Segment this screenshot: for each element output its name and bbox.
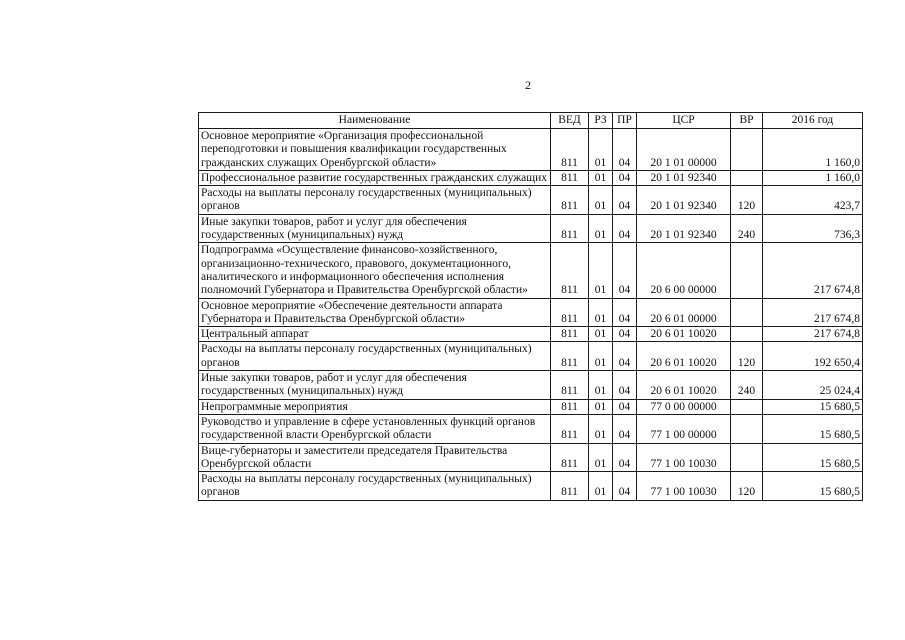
header-vr: ВР [731,113,763,129]
header-amount: 2016 год [763,113,863,129]
row-rz: 01 [589,342,613,371]
row-amount: 15 680,5 [763,414,863,443]
row-ved: 811 [551,472,589,501]
row-pr: 04 [613,342,637,371]
row-rz: 01 [589,371,613,400]
row-pr: 04 [613,414,637,443]
row-amount: 1 160,0 [763,170,863,185]
row-name: Расходы на выплаты персоналу государственных (муниципальных) органов [199,342,551,371]
row-amount: 736,3 [763,214,863,243]
row-name: Расходы на выплаты персоналу государственных (муниципальных) органов [199,186,551,215]
row-ved: 811 [551,186,589,215]
row-pr: 04 [613,443,637,472]
row-pr: 04 [613,327,637,342]
table-row [199,170,863,185]
row-pr: 04 [613,186,637,215]
table-row [199,327,863,342]
row-ved: 811 [551,170,589,185]
row-pr: 04 [613,129,637,171]
row-amount: 192 650,4 [763,342,863,371]
row-vr: 120 [731,472,763,501]
row-amount: 15 680,5 [763,399,863,414]
row-rz: 01 [589,327,613,342]
header-ved: ВЕД [551,113,589,129]
row-vr [731,129,763,171]
row-pr: 04 [613,371,637,400]
row-amount: 1 160,0 [763,129,863,171]
row-rz: 01 [589,170,613,185]
table-row [199,342,863,371]
row-vr [731,170,763,185]
row-vr [731,399,763,414]
row-ved: 811 [551,243,589,298]
header-csr: ЦСР [637,113,731,129]
row-amount: 217 674,8 [763,327,863,342]
row-rz: 01 [589,243,613,298]
table-row [199,298,863,327]
row-name: Вице-губернаторы и заместители председателя Правительства Оренбургской области [199,443,551,472]
table-row [199,129,863,171]
row-pr: 04 [613,298,637,327]
row-vr [731,414,763,443]
row-ved: 811 [551,129,589,171]
row-ved: 811 [551,327,589,342]
table-row [199,472,863,501]
row-ved: 811 [551,371,589,400]
row-ved: 811 [551,298,589,327]
table-row [199,214,863,243]
table-header-row [199,113,863,129]
row-csr: 20 1 01 92340 [637,214,731,243]
row-csr: 20 6 01 10020 [637,327,731,342]
row-amount: 423,7 [763,186,863,215]
header-pr: ПР [613,113,637,129]
row-csr: 20 1 01 92340 [637,186,731,215]
row-vr: 120 [731,342,763,371]
header-rz: РЗ [589,113,613,129]
table-row [199,443,863,472]
row-name: Иные закупки товаров, работ и услуг для обеспечения государственных (муниципальных) нужд [199,214,551,243]
row-vr [731,298,763,327]
row-vr [731,243,763,298]
table-body [199,129,863,501]
row-rz: 01 [589,186,613,215]
row-amount: 217 674,8 [763,298,863,327]
row-rz: 01 [589,414,613,443]
row-name: Иные закупки товаров, работ и услуг для обеспечения государственных (муниципальных) нужд [199,371,551,400]
row-ved: 811 [551,399,589,414]
row-vr [731,443,763,472]
row-csr: 77 0 00 00000 [637,399,731,414]
row-pr: 04 [613,214,637,243]
row-amount: 15 680,5 [763,472,863,501]
row-pr: 04 [613,399,637,414]
row-csr: 77 1 00 00000 [637,414,731,443]
row-ved: 811 [551,214,589,243]
row-rz: 01 [589,472,613,501]
row-pr: 04 [613,472,637,501]
table-row [199,414,863,443]
header-name: Наименование [199,113,551,129]
row-name: Центральный аппарат [199,327,551,342]
row-csr: 20 6 01 10020 [637,342,731,371]
row-pr: 04 [613,243,637,298]
row-csr: 20 6 01 00000 [637,298,731,327]
row-name: Руководство и управление в сфере установленных функций органов государственной власти Оренбургской области [199,414,551,443]
row-name: Основное мероприятие «Организация профессиональной переподготовки и повышения квалификации государственных гражданских служащих Оренбургской области» [199,129,551,171]
row-csr: 20 6 01 10020 [637,371,731,400]
page-number: 2 [525,78,531,92]
row-vr [731,327,763,342]
row-csr: 20 6 00 00000 [637,243,731,298]
row-rz: 01 [589,399,613,414]
row-name: Непрограммные мероприятия [199,399,551,414]
row-ved: 811 [551,414,589,443]
table-row [199,399,863,414]
row-name: Профессиональное развитие государственных гражданских служащих [199,170,551,185]
row-ved: 811 [551,342,589,371]
row-csr: 20 1 01 92340 [637,170,731,185]
budget-table [198,112,863,501]
row-amount: 15 680,5 [763,443,863,472]
row-vr: 120 [731,186,763,215]
row-name: Основное мероприятие «Обеспечение деятельности аппарата Губернатора и Правительства Оренбургской области» [199,298,551,327]
row-ved: 811 [551,443,589,472]
row-amount: 217 674,8 [763,243,863,298]
row-rz: 01 [589,214,613,243]
row-csr: 77 1 00 10030 [637,443,731,472]
table-row [199,243,863,298]
row-csr: 77 1 00 10030 [637,472,731,501]
row-vr: 240 [731,214,763,243]
row-rz: 01 [589,298,613,327]
row-csr: 20 1 01 00000 [637,129,731,171]
row-rz: 01 [589,443,613,472]
row-pr: 04 [613,170,637,185]
row-vr: 240 [731,371,763,400]
table-row [199,371,863,400]
row-name: Подпрограмма «Осуществление финансово-хозяйственного, организационно-технического, правового, документационного, аналитического и информационного обеспечения исполнения полномочий Губернатора и Правительства Оренбургской области» [199,243,551,298]
table-row [199,186,863,215]
row-rz: 01 [589,129,613,171]
row-amount: 25 024,4 [763,371,863,400]
row-name: Расходы на выплаты персоналу государственных (муниципальных) органов [199,472,551,501]
